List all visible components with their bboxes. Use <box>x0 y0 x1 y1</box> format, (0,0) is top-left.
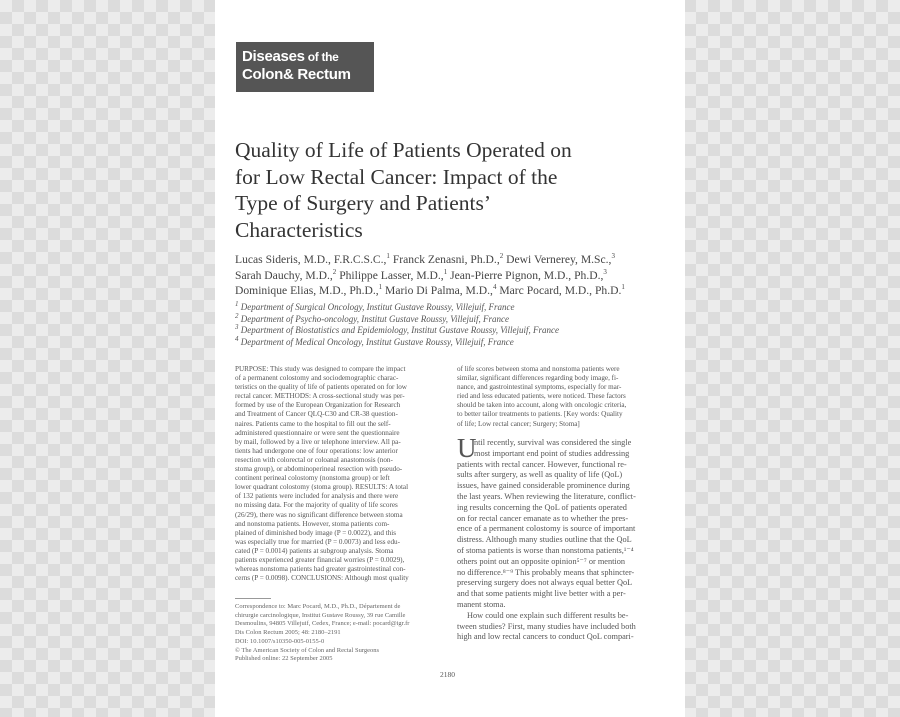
author-affil-mark: 1 <box>378 283 383 292</box>
author-affil-mark: 2 <box>332 267 337 276</box>
affiliation-text: Department of Psycho-oncology, Institut Gustave Roussy, Villejuif, France <box>240 313 510 324</box>
body-line: patients with rectal cancer. However, functional re- <box>457 459 627 469</box>
abstract-line: by mail, followed by a live or telephone interview. All pa- <box>235 437 401 446</box>
logo-word-of-the: of the <box>304 50 339 64</box>
body-line: others point out an opposite opinion⁵⁻⁷ or mention <box>457 556 626 566</box>
footnote-line: Published online: 22 September 2005 <box>235 655 333 663</box>
author-line <box>235 283 675 299</box>
abstract-line: cerns (P = 0.0098). CONCLUSIONS: Although most quality <box>235 574 409 583</box>
affiliation <box>235 334 675 349</box>
body-text-column <box>457 438 667 643</box>
body-line: high and low rectal cancers to conduct QoL compari- <box>457 632 634 642</box>
abstract-right-column <box>457 365 667 429</box>
abstract-left-column <box>235 365 443 583</box>
body-line: issues, have gained considerable prominence during <box>457 481 630 491</box>
affiliation <box>235 325 675 337</box>
abstract-line: teristics on the quality of life of patients operated on for low <box>235 383 407 392</box>
title-line: Type of Surgery and Patients’ <box>235 191 492 215</box>
body-line: ence of a permanent colostomy is source of important <box>457 524 636 534</box>
abstract-line: nance, and gastrointestinal symptoms, especially for mar- <box>457 383 622 392</box>
body-line: ing results concerning the QoL of patients operated <box>457 502 627 512</box>
author-name: Marc Pocard, M.D., Ph.D. <box>499 284 622 297</box>
abstract-line: administered questionnaire or were sent the questionnaire <box>235 428 400 437</box>
abstract-line: resection with colorectal or coloanal anastomosis (non- <box>235 455 393 464</box>
abstract-line: (26/29), there was no significant difference between stoma <box>235 510 403 519</box>
abstract-line: cated (P = 0.0014) patients at subgroup analysis. Stoma <box>235 546 394 555</box>
title-line: Characteristics <box>235 217 363 242</box>
body-line: of stoma patients is worse than nonstoma patients,¹⁻⁴ <box>457 545 634 555</box>
abstract-line: of a permanent colostomy and sociodemographic charac- <box>235 374 399 383</box>
author-name: Jean-Pierre Pignon, M.D., Ph.D., <box>450 268 604 282</box>
abstract-line: naires. Patients came to the hospital to fill out the self- <box>235 419 391 428</box>
abstract-line: patients experienced greater financial worries (P = 0.0029), <box>235 555 405 564</box>
footnote-line: DOI: 10.1007/s10350-005-0155-0 <box>235 637 325 645</box>
abstract-line: to better tailor treatments to patients. [Key words: Quality <box>457 410 623 419</box>
body-line: preserving surgery does not always equal better QoL <box>457 578 633 588</box>
affiliation <box>235 302 675 314</box>
journal-logo <box>236 42 374 92</box>
logo-word-colon-rectum: Colon& Rectum <box>242 66 351 83</box>
affiliation-list <box>235 302 675 348</box>
logo-word-diseases: Diseases <box>242 48 305 65</box>
abstract-line: continent perineal colostomy (nonstoma group) or left <box>235 474 390 483</box>
author-line <box>235 252 675 268</box>
body-line: the last years. When reviewing the literature, conflict- <box>457 491 636 501</box>
footnote-line: Correspondence to: Marc Pocard, M.D., Ph.D., Département de <box>235 603 401 610</box>
body-line: tween studies? First, many studies have included both <box>457 621 636 631</box>
abstract-line: and Treatment of Cancer QLQ-C30 and CR-38 question- <box>235 410 398 419</box>
abstract-line: formed by use of the European Organization for Research <box>235 401 401 410</box>
abstract-line: of life; Low rectal cancer; Surgery; Stoma] <box>457 419 580 428</box>
body-line: sults after surgery, as well as quality of life (QoL) <box>457 470 623 480</box>
correspondence-footnote <box>235 603 443 664</box>
author-affil-mark: 3 <box>603 267 607 276</box>
body-line: distress. Although many studies outline that the QoL <box>457 535 632 545</box>
footnote-line: chirurgie carcinologique, Institut Gustave Roussy, 39 rue Camille <box>235 611 406 619</box>
author-affil-mark: 4 <box>492 283 497 292</box>
author-name: Lucas Sideris, M.D., F.R.C.S.C., <box>235 253 387 266</box>
abstract-line: tients had undergone one of four operations: low anterior <box>235 446 398 455</box>
author-name: Sarah Dauchy, M.D., <box>235 268 333 282</box>
abstract-line: ried and less educated patients, were noticed. These factors <box>457 392 626 401</box>
author-list <box>235 252 675 299</box>
affiliation-mark: 3 <box>235 323 239 332</box>
abstract-line: lower quadrant colostomy (stoma group). RESULTS: A total <box>235 483 409 492</box>
affiliation-text: Department of Biostatistics and Epidemiology, Institut Gustave Roussy, Villejuif, France <box>240 325 560 336</box>
affiliation-mark: 4 <box>235 334 239 343</box>
author-name: Dewi Vernerey, M.Sc., <box>506 253 612 266</box>
abstract-line: similar, significant differences regarding body image, fi- <box>457 374 619 383</box>
article-title <box>235 137 675 243</box>
author-affil-mark: 1 <box>386 252 390 261</box>
affiliation-text: Department of Medical Oncology, Institut Gustave Roussy, Villejuif, France <box>240 336 514 347</box>
abstract-line: of 132 patients were included for analysis and there were <box>235 492 399 501</box>
title-line: for Low Rectal Cancer: Impact of the <box>235 164 558 189</box>
affiliation <box>235 311 675 326</box>
body-line: on for rectal cancer emanate as to whether the pres- <box>457 513 629 523</box>
author-name: Philippe Lasser, M.D., <box>339 268 444 282</box>
body-line: and that some patients might live better with a per- <box>457 589 626 599</box>
footnote-line: © The American Society of Colon and Rectal Surgeons <box>235 646 380 654</box>
body-line: ntil recently, survival was considered the single <box>474 438 632 447</box>
abstract-line: and nonstoma patients. However, stoma patients com- <box>235 519 390 528</box>
abstract-line: no missing data. For the majority of quality of life scores <box>235 501 398 510</box>
author-name: Franck Zenasni, Ph.D., <box>392 253 500 266</box>
body-line: no difference.⁸⁻⁹ This probably means that sphincter- <box>457 567 635 577</box>
abstract-line: should be taken into account, along with oncologic criteria, <box>457 401 627 410</box>
author-name: Mario Di Palma, M.D., <box>385 284 493 297</box>
body-line: How could one explain such different results be- <box>467 610 629 620</box>
author-line <box>235 268 675 284</box>
author-affil-mark: 1 <box>443 267 448 276</box>
page-number: 2180 <box>440 670 455 679</box>
abstract-line: whereas nonstoma patients had greater gastrointestinal con- <box>235 565 406 574</box>
author-affil-mark: 2 <box>499 252 504 261</box>
abstract-line: PURPOSE: This study was designed to compare the impact <box>235 365 406 373</box>
author-affil-mark: 1 <box>621 283 625 292</box>
drop-cap: U <box>457 433 477 463</box>
affiliation-mark: 1 <box>235 300 239 308</box>
abstract-line: stoma group), or abdominoperineal resection with pseudo- <box>235 465 403 474</box>
footnote-divider <box>235 598 271 599</box>
abstract-line: rectal cancer. METHODS: A cross-sectional study was per- <box>235 392 405 401</box>
abstract-line: plained of diminished body image (P = 0.0022), and this <box>235 528 397 537</box>
affiliation-text: Department of Surgical Oncology, Institut Gustave Roussy, Villejuif, France <box>240 302 515 312</box>
affiliation-mark: 2 <box>235 311 239 320</box>
footnote-line: Dis Colon Rectum 2005; 48: 2180–2191 <box>235 629 341 637</box>
abstract-line: was especially true for married (P = 0.0073) and less edu- <box>235 537 400 546</box>
body-line: manent stoma. <box>457 599 506 609</box>
author-affil-mark: 3 <box>611 252 615 261</box>
author-name: Dominique Elias, M.D., Ph.D., <box>235 284 379 297</box>
footnote-line: Desmoulins, 94805 Villejuif, Cedex, France; e-mail: pocard@igr.fr <box>235 620 410 628</box>
abstract-line: of life scores between stoma and nonstoma patients were <box>457 365 620 373</box>
title-line: Quality of Life of Patients Operated on <box>235 138 572 162</box>
body-line: most important end point of studies addressing <box>474 448 630 458</box>
